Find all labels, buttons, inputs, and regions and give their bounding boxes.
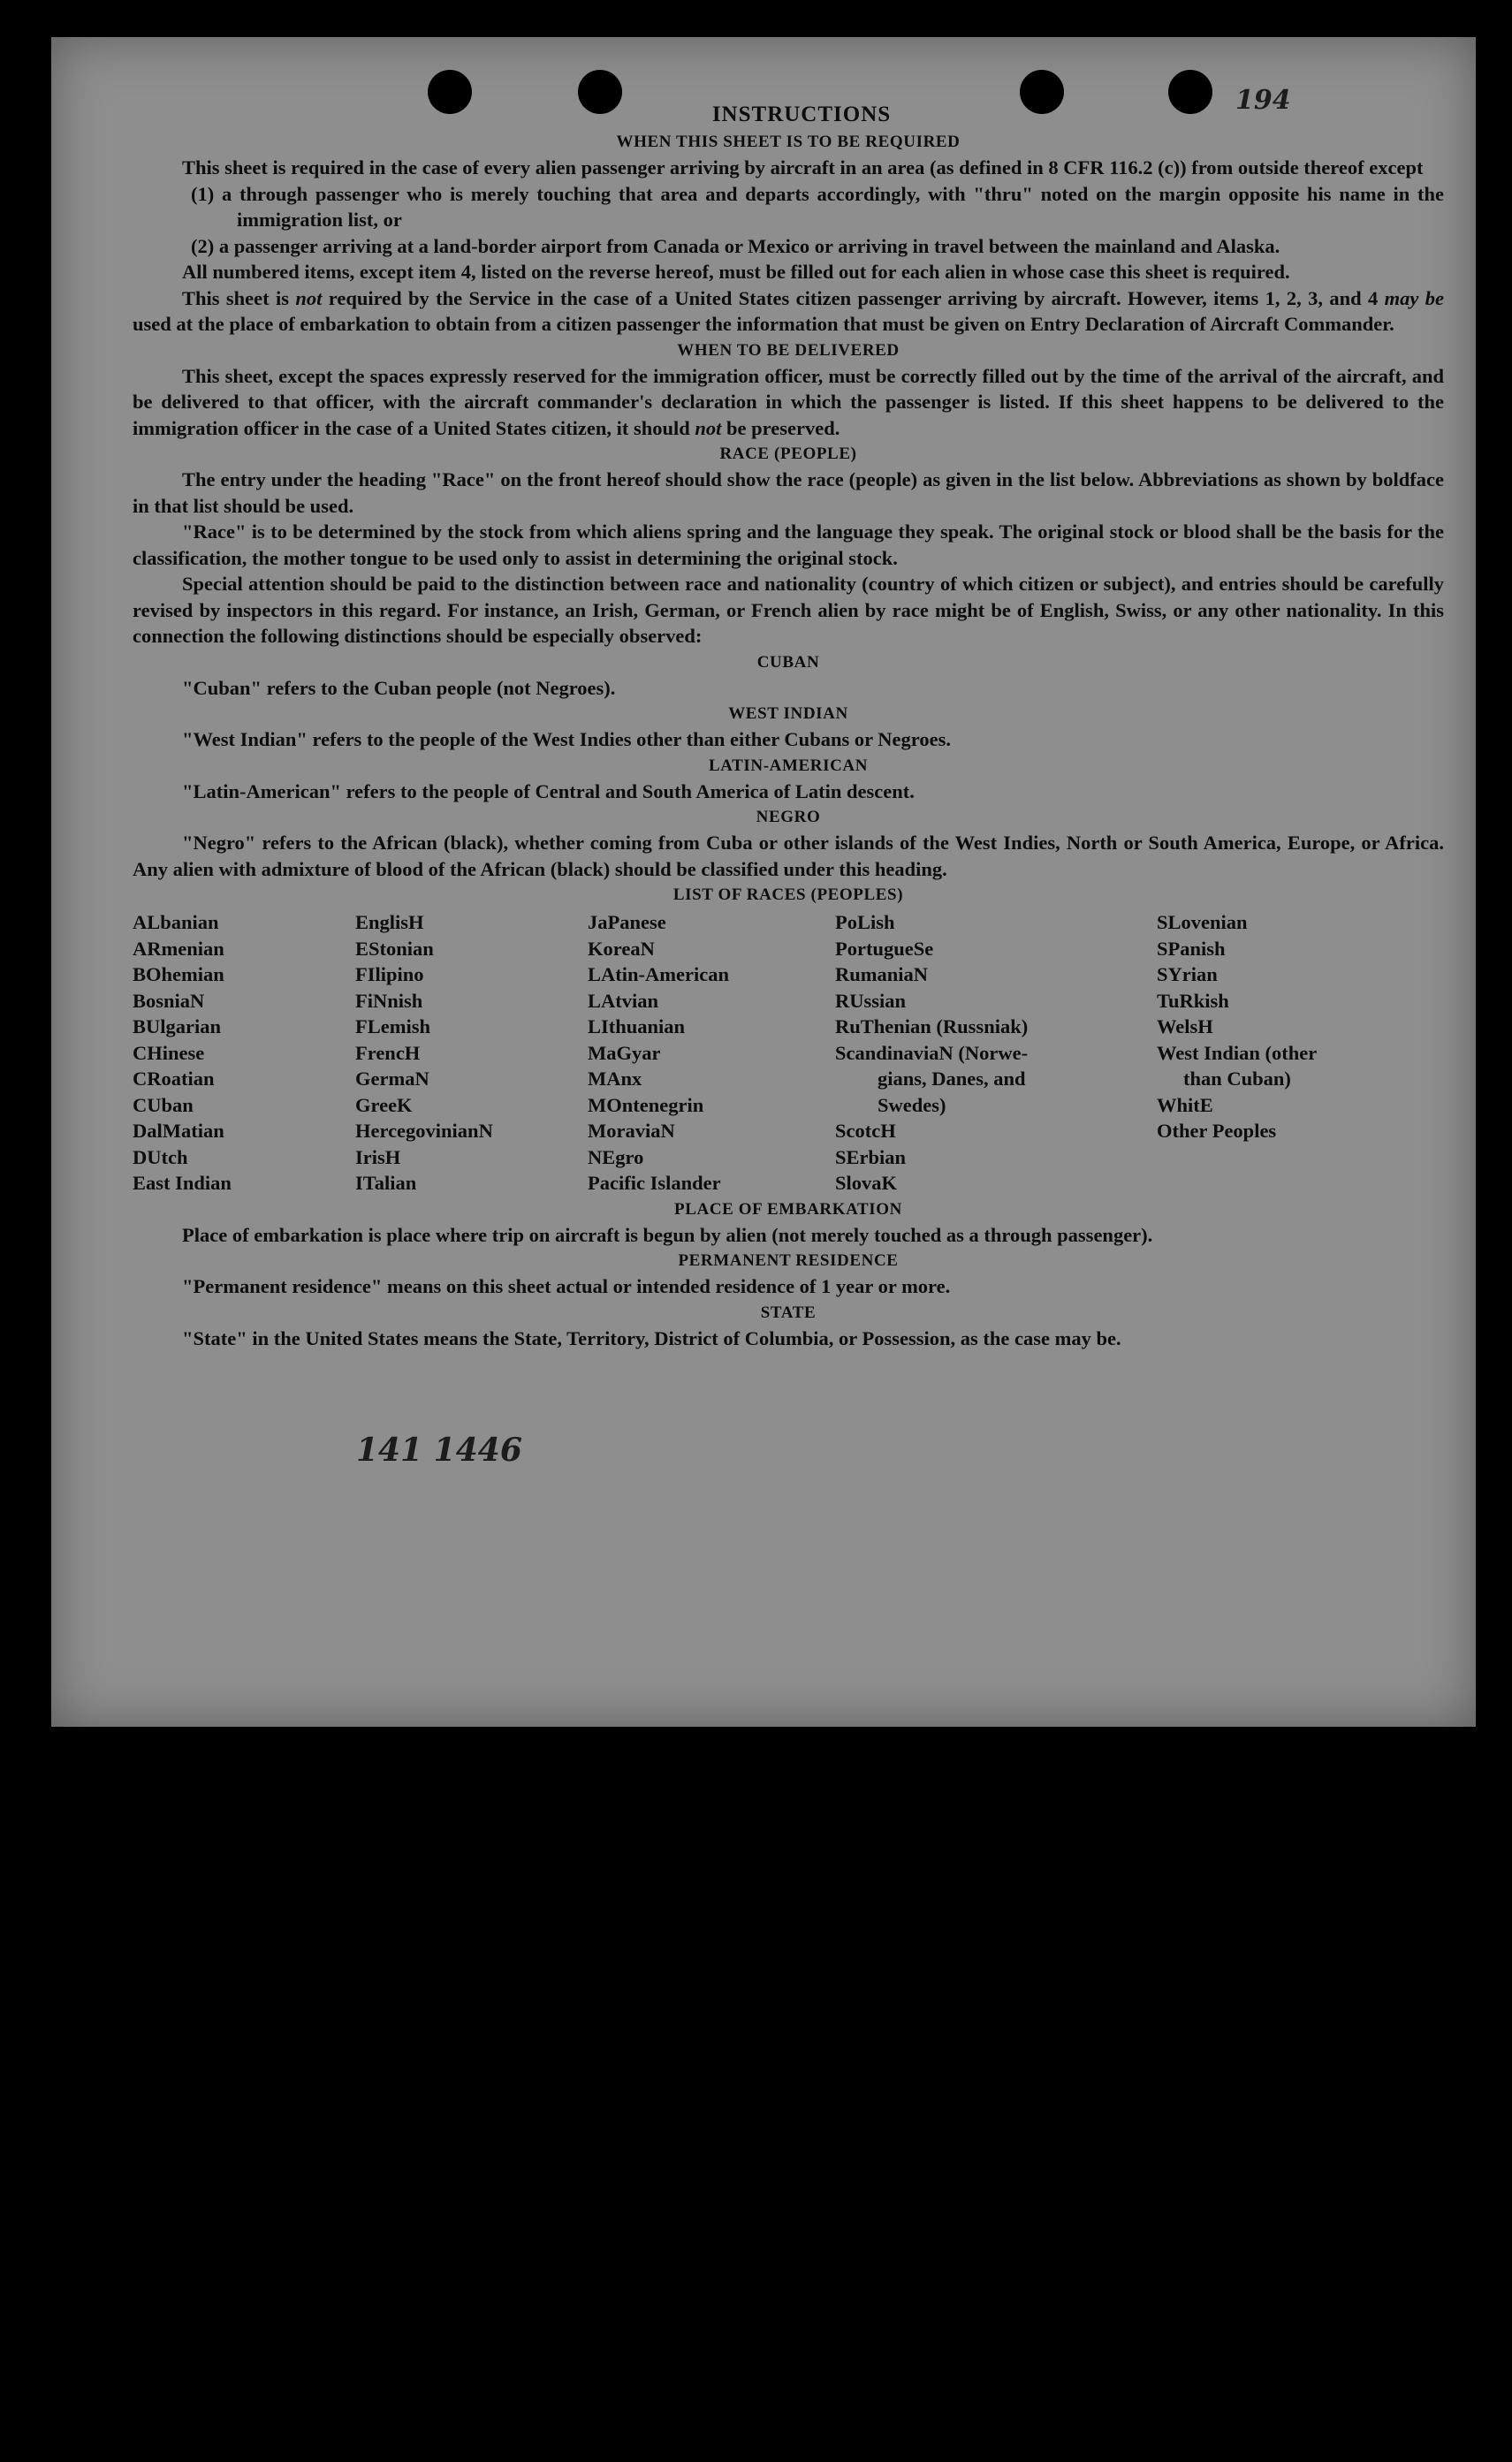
race-entry: FrencH (355, 1041, 421, 1064)
place-of-embarkation-definition: Place of embarkation is place where trip on aircraft is begun by alien (not merely touched as a through passenger). (182, 1223, 1153, 1246)
race-entry: CUban (133, 1093, 194, 1116)
race-paragraph-1: The entry under the heading "Race" on the front hereof should show the race (people) as given in the list below. Abbreviations as shown by boldface in that list should be used. (133, 468, 1444, 517)
text-run: This sheet is (182, 286, 296, 309)
race-entry: CRoatian (133, 1068, 215, 1090)
race-entry: East Indian (133, 1172, 232, 1194)
races-column-2 (355, 909, 588, 1197)
race-paragraph-3: Special attention should be paid to the distinction between race and nationality (country of which citizen or subject), and entries should be carefully revised by inspectors in this regard. For instance, an Irish, German, or French alien by race might be of English, Swiss, or any other nationality. In this connection the following distinctions should be especially observed: (133, 573, 1444, 647)
instructions-content (133, 101, 1444, 1351)
permanent-residence-definition: "Permanent residence" means on this sheet actual or intended residence of 1 year or more. (182, 1275, 951, 1297)
state-definition: "State" in the United States means the State, Territory, District of Columbia, or Possession, as the case may be. (182, 1326, 1121, 1349)
race-entry: TuRkish (1157, 989, 1229, 1012)
race-entry: MOntenegrin (588, 1093, 704, 1116)
race-entry: SYrian (1157, 963, 1218, 985)
race-entry: PortugueSe (835, 937, 934, 960)
instructions-title: INSTRUCTIONS (711, 103, 892, 126)
races-column-4 (835, 909, 1157, 1197)
exception-item-1: (1) a through passenger who is merely touching that area and departs accordingly, with "thru" noted on the margin opposite his name in the immigration list, or (191, 182, 1444, 231)
races-list (133, 909, 1444, 1197)
race-entry: IrisH (355, 1145, 401, 1168)
race-entry: MoraviaN (588, 1120, 675, 1142)
race-entry: DUtch (133, 1145, 188, 1168)
race-entry: than Cuban) (1183, 1068, 1291, 1090)
handwritten-mark-margin: 141 1446 (356, 1432, 522, 1469)
race-entry: EStonian (355, 937, 434, 960)
race-entry: BOhemian (133, 963, 224, 985)
cuban-heading: CUBAN (756, 652, 820, 672)
race-entry: EnglisH (355, 911, 424, 933)
race-entry: SlovaK (835, 1172, 898, 1194)
race-entry: PoLish (835, 911, 895, 933)
race-entry: SPanish (1157, 937, 1226, 960)
race-entry: KoreaN (588, 937, 655, 960)
when-required-paragraph-1: This sheet is required in the case of every alien passenger arriving by aircraft in an area (as defined in 8 CFR 116.2 (c)) from outside thereof except (182, 156, 1424, 179)
race-entry: MaGyar (588, 1041, 661, 1064)
race-entry: Swedes) (878, 1093, 946, 1116)
race-entry: gians, Danes, and (878, 1068, 1026, 1090)
race-entry: WelsH (1157, 1015, 1213, 1037)
when-required-paragraph-3 (133, 285, 1444, 338)
race-entry: LAtvian (588, 989, 659, 1012)
exception-item-2: (2) a passenger arriving at a land-border airport from Canada or Mexico or arriving in travel between the mainland and Alaska. (191, 234, 1280, 257)
race-entry: ITalian (355, 1172, 417, 1194)
text-run: This sheet, except the spaces expressly reserved for the immigration officer, must be correctly filled out by the time of the arrival of the aircraft, and be delivered to that officer, with the aircraft commander's declaration in which the passenger is listed. If this sheet happens to be delivered to the immigration officer in the case of a United States citizen, it should (133, 364, 1444, 439)
race-entry: SErbian (835, 1145, 907, 1168)
latin-american-definition: "Latin-American" refers to the people of Central and South America of Latin descent. (182, 779, 915, 802)
cuban-definition: "Cuban" refers to the Cuban people (not Negroes). (182, 676, 616, 699)
handwritten-mark-top: 194 (1235, 85, 1291, 116)
race-entry: DalMatian (133, 1120, 224, 1142)
race-entry: FLemish (355, 1015, 431, 1037)
races-column-3 (588, 909, 835, 1197)
race-entry: MAnx (588, 1068, 642, 1090)
race-entry: RuThenian (Russniak) (835, 1015, 1029, 1037)
race-paragraph-2: "Race" is to be determined by the stock from which aliens spring and the language they speak. The original stock or blood shall be the basis for the classification, the mother tongue to be used only to assist in determining the original stock. (133, 521, 1444, 569)
race-entry: SLovenian (1157, 911, 1248, 933)
state-heading: STATE (760, 1303, 817, 1322)
race-entry: JaPanese (588, 911, 666, 933)
race-entry: RUssian (835, 989, 907, 1012)
negro-heading: NEGRO (756, 808, 821, 826)
document-sheet (51, 37, 1476, 1727)
place-of-embarkation-heading: PLACE OF EMBARKATION (674, 1199, 902, 1219)
race-entry: GermaN (355, 1068, 429, 1090)
text-run: used at the place of embarkation to obtain from a citizen passenger the information that must be given on Entry Declaration of Aircraft Commander. (133, 313, 1394, 335)
negro-definition: "Negro" refers to the African (black), whether coming from Cuba or other islands of the West Indies, North or South America, Europe, or Africa. Any alien with admixture of blood of the African (black) should be classified under this heading. (133, 832, 1444, 880)
race-entry: GreeK (355, 1093, 413, 1116)
races-column-1 (133, 909, 355, 1197)
emphasis-not: not (695, 416, 722, 439)
list-of-races-heading: LIST OF RACES (PEOPLES) (672, 885, 904, 904)
race-entry: BUlgarian (133, 1015, 222, 1037)
emphasis-not: not (295, 286, 323, 309)
race-entry: LAtin-American (588, 963, 729, 985)
text-run: be preserved. (721, 416, 840, 439)
race-entry: RumaniaN (835, 963, 929, 985)
race-entry: ALbanian (133, 911, 219, 933)
latin-american-heading: LATIN-AMERICAN (708, 756, 869, 775)
text-run: required by the Service in the case of a United States citizen passenger arriving by aircraft. However, items 1, 2, 3, and 4 (322, 286, 1385, 309)
races-column-5 (1157, 909, 1395, 1197)
race-entry: FIlipino (355, 963, 424, 985)
when-required-heading: WHEN THIS SHEET IS TO BE REQUIRED (616, 133, 961, 151)
race-entry: CHinese (133, 1041, 205, 1064)
permanent-residence-heading: PERMANENT RESIDENCE (678, 1251, 899, 1270)
when-delivered-heading: WHEN TO BE DELIVERED (677, 340, 900, 360)
when-delivered-paragraph (133, 363, 1444, 442)
race-entry: ARmenian (133, 937, 224, 960)
race-entry: NEgro (588, 1145, 644, 1168)
race-entry: WhitE (1157, 1093, 1213, 1116)
race-entry: LIthuanian (588, 1015, 686, 1037)
west-indian-definition: "West Indian" refers to the people of the West Indies other than either Cubans or Negroes. (182, 728, 951, 750)
race-heading: RACE (PEOPLE) (719, 445, 857, 463)
west-indian-heading: WEST INDIAN (728, 704, 848, 723)
emphasis-may-be: may be (1384, 286, 1444, 309)
race-entry: Pacific Islander (588, 1172, 721, 1194)
race-entry: Other Peoples (1157, 1120, 1277, 1142)
race-entry: FiNnish (355, 989, 423, 1012)
race-entry: ScotcH (835, 1120, 896, 1142)
race-entry: BosniaN (133, 989, 205, 1012)
race-entry: West Indian (other (1157, 1041, 1318, 1064)
race-entry: ScandinaviaN (Norwe- (835, 1041, 1029, 1064)
when-required-paragraph-2: All numbered items, except item 4, listed on the reverse hereof, must be filled out for each alien in whose case this sheet is required. (182, 261, 1290, 283)
race-entry: HercegovinianN (355, 1120, 493, 1142)
